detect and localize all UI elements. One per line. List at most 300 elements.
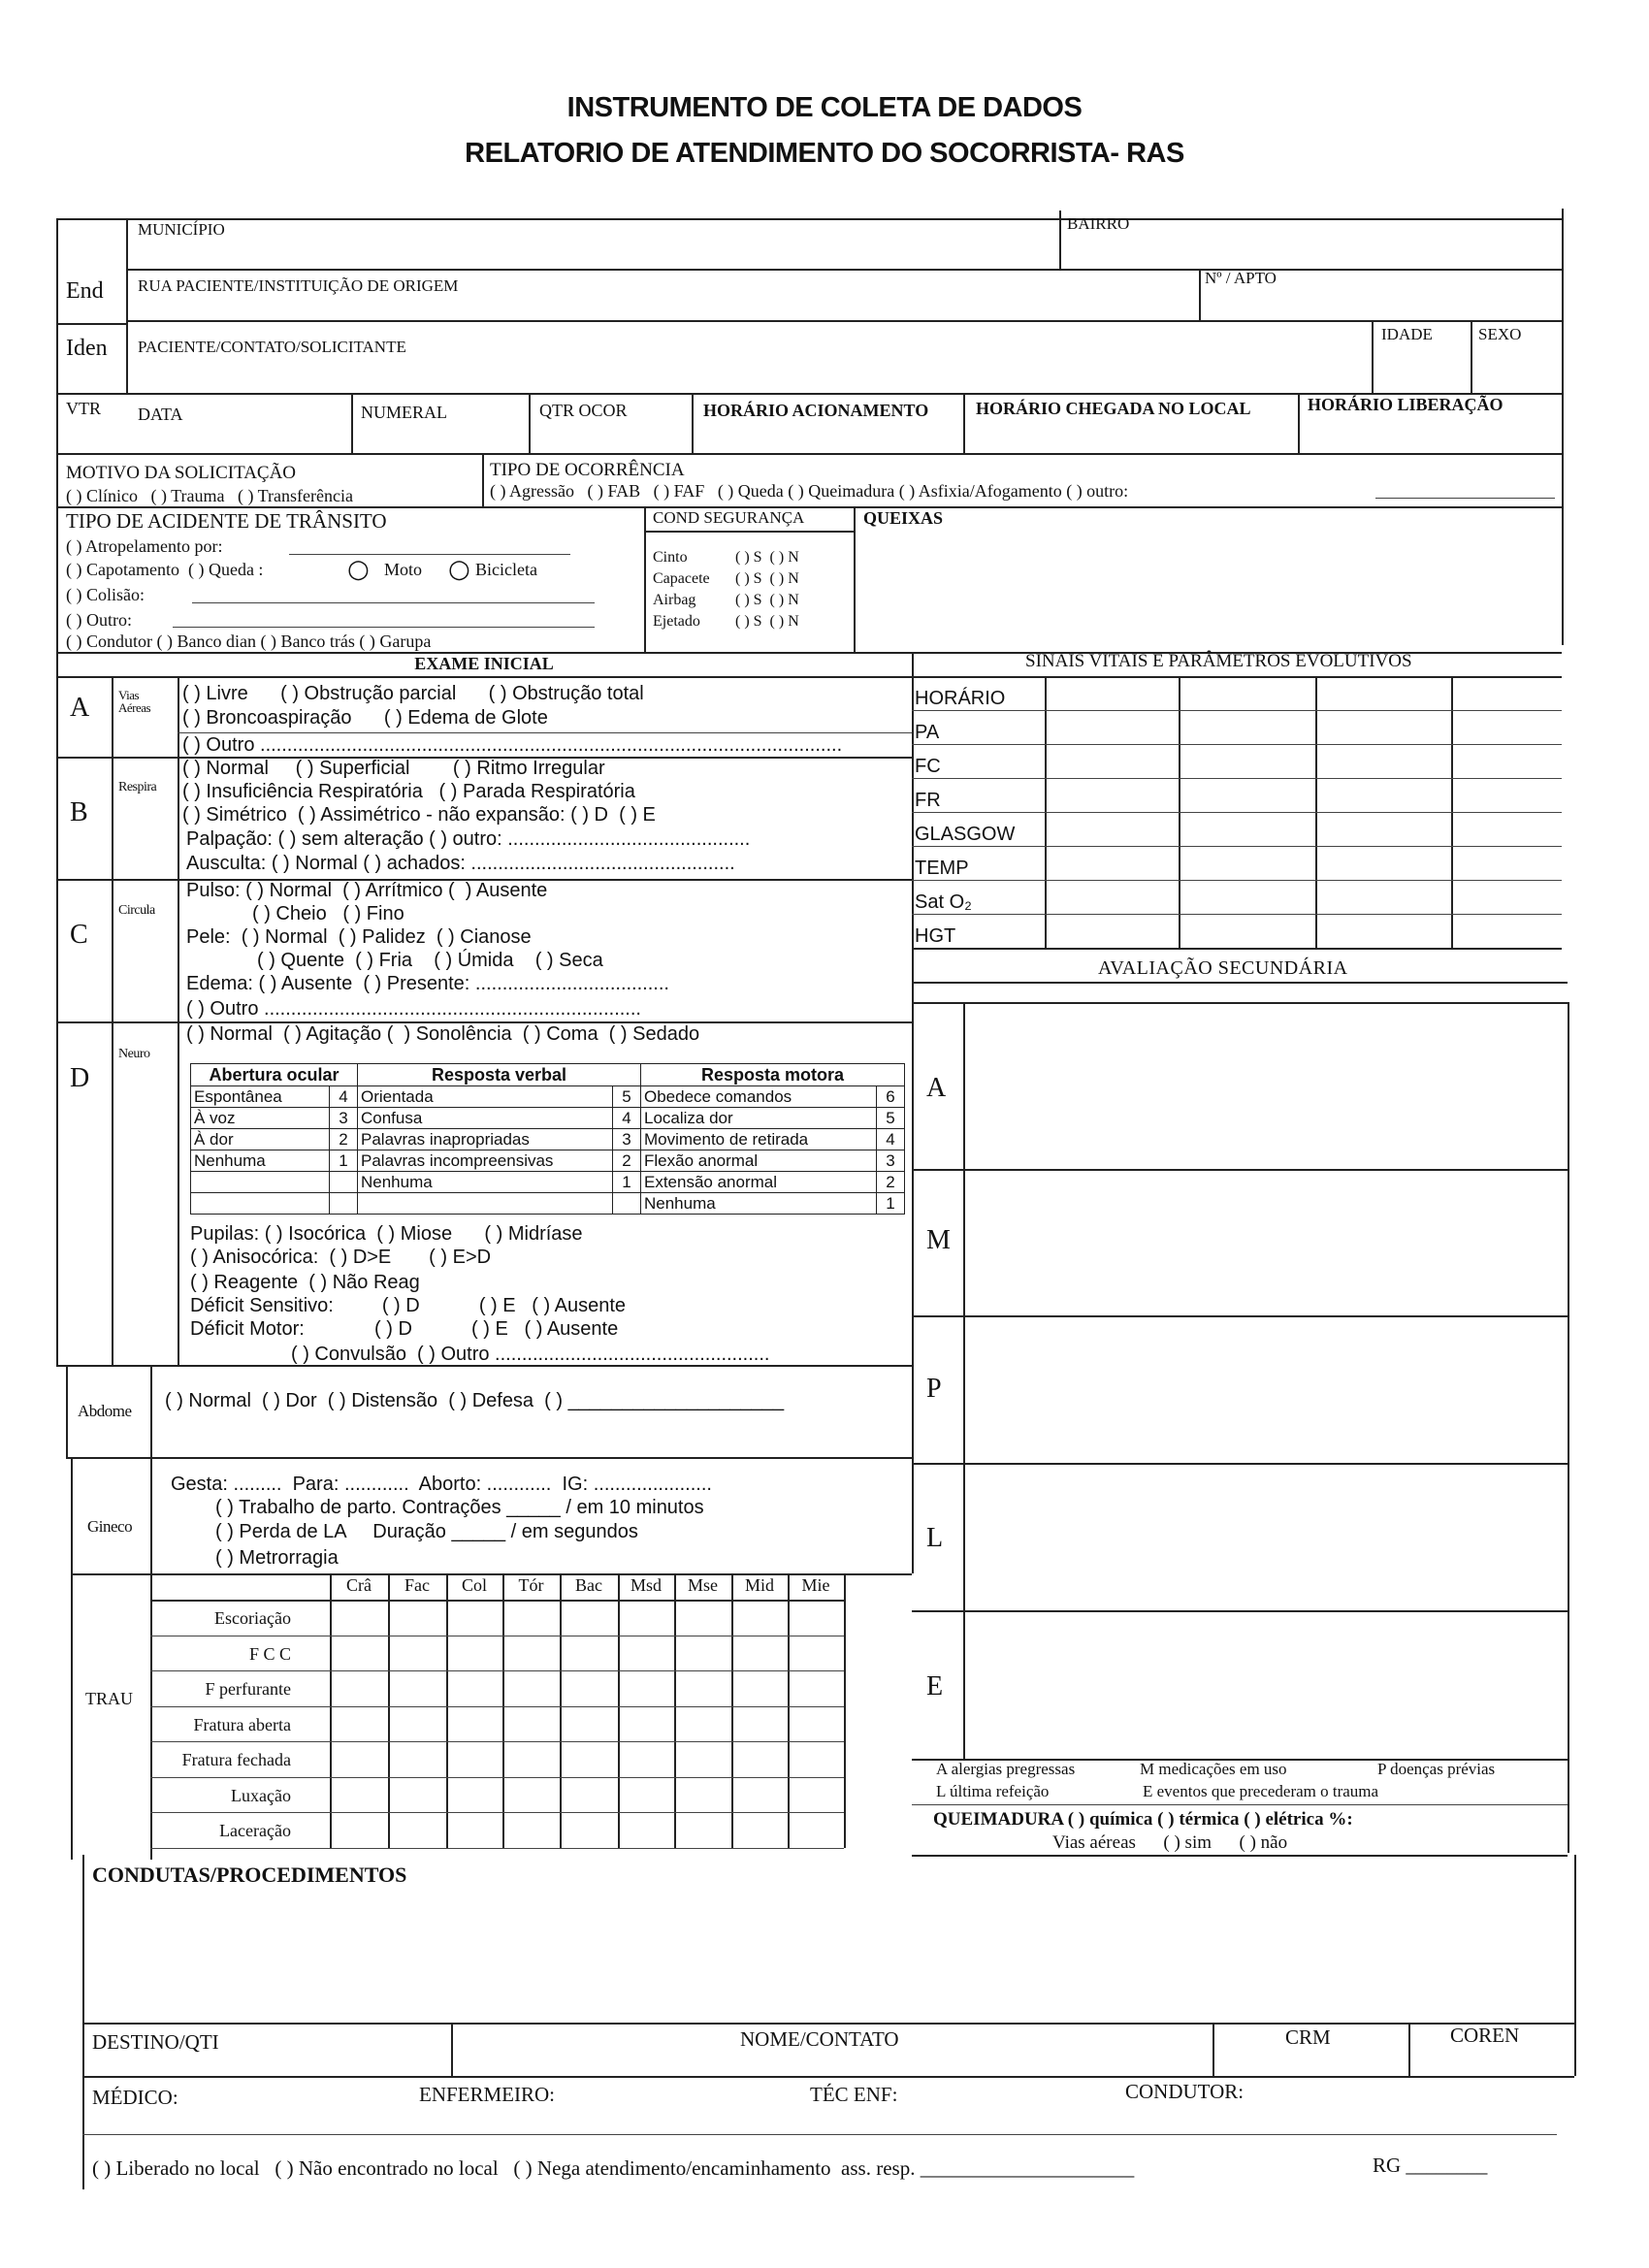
- trauma-cell[interactable]: [561, 1813, 617, 1847]
- trauma-cell[interactable]: [447, 1742, 501, 1776]
- rule: [71, 1457, 73, 1860]
- rule: [912, 1169, 1568, 1171]
- liberacao-label: HORÁRIO LIBERAÇÃO: [1308, 395, 1504, 414]
- trauma-cell[interactable]: [389, 1742, 445, 1776]
- motivo-label: MOTIVO DA SOLICITAÇÃO: [66, 463, 297, 483]
- pele-line1[interactable]: Pele: ( ) Normal ( ) Palidez ( ) Cianose: [186, 926, 532, 948]
- vital-row-label: GLASGOW: [915, 824, 1016, 845]
- vital-row-label: FC: [915, 756, 941, 777]
- gcs-score: 3: [330, 1108, 358, 1129]
- rule: [912, 812, 1562, 813]
- trauma-cell[interactable]: [503, 1601, 559, 1635]
- queimadura-line1[interactable]: QUEIMADURA ( ) química ( ) térmica ( ) elétrica %:: [933, 1809, 1353, 1830]
- section-d-sub: Neuro: [118, 1047, 150, 1061]
- motivo-options[interactable]: ( ) Clínico ( ) Trauma ( ) Transferência: [66, 486, 353, 505]
- cond-item-label: Cinto: [653, 549, 688, 566]
- rule: [56, 1365, 912, 1367]
- trauma-cell[interactable]: [447, 1636, 501, 1670]
- rule: [912, 948, 1562, 950]
- trauma-cell[interactable]: [447, 1778, 501, 1812]
- gcs-header-verbal: Resposta verbal: [358, 1064, 641, 1086]
- gcs-score: [330, 1193, 358, 1215]
- trauma-col-header: Tór: [518, 1575, 544, 1595]
- trauma-cell[interactable]: [732, 1601, 787, 1635]
- vital-row-label: TEMP: [915, 858, 969, 879]
- trauma-cell[interactable]: [675, 1636, 730, 1670]
- sinais-vitais-label: SINAIS VITAIS E PARÂMETROS EVOLUTIVOS: [1025, 651, 1412, 671]
- trauma-cell[interactable]: [331, 1778, 387, 1812]
- respira-line3[interactable]: ( ) Simétrico ( ) Assimétrico - não expansão: ( ) D ( ) E: [182, 804, 656, 826]
- rule: [112, 676, 113, 1365]
- section-b-letter: B: [70, 797, 88, 827]
- avaliacao-letter: P: [926, 1374, 942, 1404]
- bicicleta-radio-icon[interactable]: ○: [448, 555, 470, 584]
- gcs-label: Movimento de retirada: [641, 1129, 877, 1150]
- gcs-label: À voz: [191, 1108, 330, 1129]
- gineco-label: Gineco: [87, 1517, 133, 1536]
- trauma-cell[interactable]: [331, 1707, 387, 1741]
- trauma-cell[interactable]: [389, 1671, 445, 1705]
- coren-label: COREN: [1450, 2024, 1520, 2047]
- rule: [178, 676, 179, 1365]
- glasgow-table: [190, 1063, 905, 1215]
- gcs-label: Nenhuma: [191, 1150, 330, 1172]
- rule: [56, 218, 1562, 220]
- avaliacao-letter: M: [926, 1225, 951, 1255]
- trauma-cell[interactable]: [503, 1636, 559, 1670]
- acidente-label: TIPO DE ACIDENTE DE TRÂNSITO: [66, 509, 387, 533]
- trauma-cell[interactable]: [503, 1671, 559, 1705]
- trauma-row-label: Fratura fechada: [181, 1750, 291, 1769]
- gineco-line2[interactable]: ( ) Trabalho de parto. Contrações _____ / em 10 minutos: [215, 1497, 704, 1518]
- deficit-sensitivo-line[interactable]: Déficit Sensitivo: ( ) D ( ) E ( ) Ausente: [190, 1295, 627, 1316]
- outro-line: [1375, 498, 1555, 499]
- trauma-cell[interactable]: [331, 1636, 387, 1670]
- rule: [912, 982, 1568, 984]
- avaliacao-letter: A: [926, 1073, 947, 1103]
- moto-label: Moto: [384, 560, 423, 579]
- trauma-cell[interactable]: [732, 1813, 787, 1847]
- rule: [150, 1600, 152, 1848]
- pupilas-line3[interactable]: ( ) Reagente ( ) Não Reag: [190, 1272, 420, 1293]
- rule: [56, 218, 58, 718]
- rule: [56, 506, 1562, 508]
- destino-label: DESTINO/QTI: [92, 2030, 219, 2054]
- trauma-cell[interactable]: [619, 1601, 673, 1635]
- gcs-score: 2: [613, 1150, 641, 1172]
- trauma-cell[interactable]: [789, 1778, 843, 1812]
- moto-radio-icon[interactable]: ○: [347, 555, 370, 584]
- respira-line1[interactable]: ( ) Normal ( ) Superficial ( ) Ritmo Irregular: [182, 758, 605, 779]
- rule: [56, 652, 58, 1365]
- trauma-cell[interactable]: [561, 1778, 617, 1812]
- section-a-letter: A: [70, 693, 90, 723]
- trauma-cell[interactable]: [331, 1601, 387, 1635]
- rule: [912, 652, 914, 1573]
- rule: [912, 744, 1562, 745]
- queimadura-line2[interactable]: Vias aéreas ( ) sim ( ) não: [1052, 1832, 1288, 1853]
- section-c-sub: Circula: [118, 903, 155, 918]
- chegada-label: HORÁRIO CHEGADA NO LOCAL: [976, 399, 1251, 418]
- fill-line: [192, 602, 595, 603]
- legend-m: M medicações em uso: [1140, 1760, 1287, 1778]
- gcs-label: Extensão anormal: [641, 1172, 877, 1193]
- idade-label: IDADE: [1381, 325, 1433, 343]
- abdome-options[interactable]: ( ) Normal ( ) Dor ( ) Distensão ( ) Defesa ( ) ____________________: [165, 1390, 785, 1411]
- rule: [1372, 320, 1374, 393]
- trauma-col-header: Msd: [630, 1575, 662, 1595]
- gcs-row: [191, 1172, 905, 1193]
- gcs-score: 1: [877, 1193, 905, 1215]
- trauma-cell[interactable]: [619, 1707, 673, 1741]
- rule: [56, 453, 1562, 455]
- section-a-sub: Vias Aéreas: [118, 688, 151, 715]
- tipo-ocorrencia-label: TIPO DE OCORRÊNCIA: [490, 460, 685, 480]
- trauma-cell[interactable]: [389, 1778, 445, 1812]
- form-title: INSTRUMENTO DE COLETA DE DADOS: [566, 92, 1083, 123]
- fill-line: [289, 554, 570, 555]
- rule: [912, 880, 1562, 881]
- trauma-cell[interactable]: [789, 1742, 843, 1776]
- edema-line[interactable]: Edema: ( ) Ausente ( ) Presente: ....................................: [186, 973, 669, 994]
- trauma-col-header: Bac: [575, 1575, 602, 1595]
- bicicleta-label: Bicicleta: [475, 560, 537, 579]
- queixas-label: QUEIXAS: [863, 508, 944, 528]
- rule: [66, 1457, 912, 1459]
- capotamento-option[interactable]: ( ) Capotamento ( ) Queda :: [66, 560, 264, 579]
- cond-item-label: Ejetado: [653, 613, 700, 630]
- rule: [150, 1848, 844, 1849]
- gcs-score: 6: [877, 1086, 905, 1108]
- vital-row-label: FR: [915, 790, 941, 811]
- rule: [451, 2023, 453, 2076]
- rule: [912, 1463, 1568, 1465]
- vias-aereas-line1[interactable]: ( ) Livre ( ) Obstrução parcial ( ) Obstrução total: [182, 683, 644, 704]
- nome-contato-label: NOME/CONTATO: [740, 2027, 899, 2051]
- vital-row-label: PA: [915, 722, 940, 743]
- rule: [82, 2134, 1557, 2135]
- trauma-cell[interactable]: [732, 1707, 787, 1741]
- rule: [912, 846, 1562, 847]
- trauma-cell[interactable]: [561, 1601, 617, 1635]
- gcs-row: [191, 1193, 905, 1215]
- colisao-option[interactable]: ( ) Colisão:: [66, 585, 145, 604]
- palpacao-line[interactable]: Palpação: ( ) sem alteração ( ) outro: .............................................: [186, 828, 751, 850]
- condutas-label: CONDUTAS/PROCEDIMENTOS: [92, 1863, 407, 1887]
- rule: [692, 393, 694, 453]
- trauma-cell[interactable]: [619, 1671, 673, 1705]
- gineco-line4[interactable]: ( ) Metrorragia: [215, 1547, 339, 1569]
- gcs-score: 3: [613, 1129, 641, 1150]
- gcs-row: [191, 1129, 905, 1150]
- rule: [126, 269, 1562, 271]
- trauma-col-header: Mid: [744, 1575, 774, 1595]
- trauma-cell[interactable]: [331, 1742, 387, 1776]
- trauma-cell[interactable]: [503, 1742, 559, 1776]
- rule: [56, 323, 126, 325]
- paciente-label: PACIENTE/CONTATO/SOLICITANTE: [138, 338, 406, 356]
- trauma-cell[interactable]: [732, 1778, 787, 1812]
- municipio-label: MUNICÍPIO: [138, 220, 225, 239]
- rule: [178, 732, 912, 733]
- rule: [1408, 2023, 1410, 2076]
- gcs-label: [191, 1193, 330, 1215]
- cond-item-label: Airbag: [653, 592, 696, 608]
- trauma-cell[interactable]: [447, 1707, 501, 1741]
- gcs-label: Flexão anormal: [641, 1150, 877, 1172]
- rule: [1471, 320, 1472, 393]
- gcs-label: [358, 1193, 613, 1215]
- rule: [1568, 1002, 1569, 1853]
- gcs-score: [330, 1172, 358, 1193]
- gcs-label: Orientada: [358, 1086, 613, 1108]
- gcs-label: Confusa: [358, 1108, 613, 1129]
- rule: [912, 1855, 1568, 1857]
- trauma-cell[interactable]: [561, 1671, 617, 1705]
- rule: [529, 393, 531, 453]
- trauma-col-header: Mse: [688, 1575, 718, 1595]
- trauma-cell[interactable]: [789, 1636, 843, 1670]
- data-label: DATA: [138, 405, 183, 424]
- gcs-score: [613, 1193, 641, 1215]
- trauma-row-label: F perfurante: [205, 1679, 291, 1699]
- vias-aereas-line3[interactable]: ( ) Outro ............................................................................................................: [182, 734, 843, 756]
- avaliacao-letter: L: [926, 1523, 944, 1553]
- circula-outro-line[interactable]: ( ) Outro ......................................................................: [186, 998, 641, 1020]
- cond-item-sn[interactable]: ( ) S ( ) N: [735, 613, 799, 630]
- gineco-line1[interactable]: Gesta: ......... Para: ............ Aborto: ............ IG: ......................: [171, 1474, 712, 1495]
- legend-a: A alergias pregressas: [936, 1760, 1076, 1778]
- rule: [66, 1365, 68, 1457]
- rule: [1059, 211, 1061, 269]
- trauma-row-label: F C C: [248, 1643, 291, 1664]
- gcs-score: 1: [330, 1150, 358, 1172]
- gcs-label: [191, 1172, 330, 1193]
- numero-label: Nº / APTO: [1205, 269, 1277, 287]
- cond-item-label: Capacete: [653, 570, 710, 587]
- rule: [912, 676, 1562, 678]
- trauma-cell[interactable]: [561, 1636, 617, 1670]
- acionamento-label: HORÁRIO ACIONAMENTO: [703, 401, 929, 420]
- rule: [1562, 209, 1564, 645]
- tipo-ocorrencia-options[interactable]: ( ) Agressão ( ) FAB ( ) FAF ( ) Queda ( ) Queimadura ( ) Asfixia/Afogamento ( ) outro:: [490, 481, 1129, 501]
- end-row-label: End: [66, 278, 104, 304]
- rule: [912, 710, 1562, 711]
- trauma-cell[interactable]: [675, 1707, 730, 1741]
- gcs-score: 3: [877, 1150, 905, 1172]
- rule: [1574, 1855, 1576, 2076]
- vtr-label: VTR: [66, 399, 101, 418]
- trauma-col-header: Fac: [404, 1575, 430, 1595]
- trauma-cell[interactable]: [732, 1636, 787, 1670]
- rule: [71, 1573, 912, 1575]
- trauma-cell[interactable]: [389, 1707, 445, 1741]
- trauma-col-header: Crâ: [346, 1575, 372, 1595]
- trauma-cell[interactable]: [389, 1813, 445, 1847]
- trauma-cell[interactable]: [789, 1707, 843, 1741]
- exame-inicial-label: EXAME INICIAL: [414, 654, 554, 673]
- gcs-score: 4: [330, 1086, 358, 1108]
- outro-acidente-option[interactable]: ( ) Outro:: [66, 610, 132, 630]
- trauma-cell[interactable]: [619, 1813, 673, 1847]
- gineco-line3[interactable]: ( ) Perda de LA Duração _____ / em segundos: [215, 1521, 638, 1542]
- trauma-cell[interactable]: [447, 1813, 501, 1847]
- rule: [912, 1002, 1568, 1004]
- pele-line2[interactable]: ( ) Quente ( ) Fria ( ) Úmida ( ) Seca: [257, 950, 603, 971]
- gcs-label: Nenhuma: [358, 1172, 613, 1193]
- trauma-cell[interactable]: [732, 1742, 787, 1776]
- section-d-letter: D: [70, 1063, 90, 1093]
- rule: [1298, 393, 1300, 453]
- avaliacao-secundaria-label: AVALIAÇÃO SECUNDÁRIA: [1098, 957, 1348, 979]
- trauma-cell[interactable]: [389, 1601, 445, 1635]
- form-subtitle: RELATORIO DE ATENDIMENTO DO SOCORRISTA- RAS: [465, 138, 1184, 169]
- numeral-label: NUMERAL: [361, 403, 447, 422]
- rule: [82, 2076, 1574, 2078]
- vias-aereas-line2[interactable]: ( ) Broncoaspiração ( ) Edema de Glote: [182, 707, 548, 729]
- gcs-score: 4: [877, 1129, 905, 1150]
- gcs-label: Espontânea: [191, 1086, 330, 1108]
- section-c-letter: C: [70, 920, 88, 950]
- trauma-cell[interactable]: [331, 1813, 387, 1847]
- gcs-row: [191, 1108, 905, 1129]
- rua-label: RUA PACIENTE/INSTITUIÇÃO DE ORIGEM: [138, 276, 459, 295]
- trauma-cell[interactable]: [331, 1671, 387, 1705]
- trauma-cell[interactable]: [619, 1778, 673, 1812]
- rule: [482, 453, 484, 506]
- rule: [644, 506, 646, 652]
- cond-item-sn[interactable]: ( ) S ( ) N: [735, 570, 799, 587]
- rule: [963, 1002, 965, 1759]
- rule: [644, 531, 854, 533]
- iden-row-label: Iden: [66, 336, 108, 361]
- rule: [912, 1804, 1568, 1805]
- trauma-cell[interactable]: [789, 1601, 843, 1635]
- rule: [912, 914, 1562, 915]
- trauma-row-label: Escoriação: [214, 1608, 291, 1628]
- rule: [912, 1315, 1568, 1317]
- gcs-label: Obedece comandos: [641, 1086, 877, 1108]
- trauma-col-header: Col: [461, 1575, 487, 1595]
- trauma-cell[interactable]: [503, 1813, 559, 1847]
- rule: [126, 320, 1562, 322]
- neuro-line1[interactable]: ( ) Normal ( ) Agitação ( ) Sonolência ( ) Coma ( ) Sedado: [186, 1023, 700, 1045]
- trauma-cell[interactable]: [675, 1742, 730, 1776]
- gcs-row: [191, 1150, 905, 1172]
- bairro-label: BAIRRO: [1067, 214, 1130, 233]
- pulso-line2[interactable]: ( ) Cheio ( ) Fino: [252, 903, 404, 924]
- trauma-cell[interactable]: [447, 1671, 501, 1705]
- gcs-header-ocular: Abertura ocular: [191, 1064, 358, 1086]
- section-b-sub: Respira: [118, 780, 157, 794]
- vital-row-label: Sat O₂: [915, 891, 972, 913]
- trauma-cell[interactable]: [447, 1601, 501, 1635]
- trauma-col-header: Mie: [801, 1575, 830, 1595]
- pulso-line1[interactable]: Pulso: ( ) Normal ( ) Arrítmico ( ) Ausente: [186, 880, 548, 901]
- gcs-header-motora: Resposta motora: [641, 1064, 905, 1086]
- trauma-cell[interactable]: [561, 1707, 617, 1741]
- gcs-score: 5: [613, 1086, 641, 1108]
- rule: [854, 506, 856, 652]
- gcs-score: 1: [613, 1172, 641, 1193]
- pupilas-line1[interactable]: Pupilas: ( ) Isocórica ( ) Miose ( ) Midríase: [190, 1223, 583, 1245]
- atropelamento-option[interactable]: ( ) Atropelamento por:: [66, 536, 223, 556]
- posicao-options[interactable]: ( ) Condutor ( ) Banco dian ( ) Banco trás ( ) Garupa: [66, 632, 432, 651]
- rule: [912, 778, 1562, 779]
- trauma-cell[interactable]: [732, 1671, 787, 1705]
- abdome-label: Abdome: [78, 1402, 132, 1420]
- trauma-cell[interactable]: [675, 1671, 730, 1705]
- desfecho-options[interactable]: ( ) Liberado no local ( ) Não encontrado no local ( ) Nega atendimento/encaminhamento ass. resp. _____________________: [92, 2156, 1135, 2180]
- enfermeiro-label: ENFERMEIRO:: [419, 2083, 556, 2106]
- crm-label: CRM: [1285, 2025, 1331, 2049]
- rule: [844, 1573, 846, 1848]
- medico-label: MÉDICO:: [92, 2086, 178, 2109]
- trauma-row-label: Luxação: [231, 1785, 291, 1805]
- rule: [82, 2023, 1574, 2025]
- trauma-cell[interactable]: [503, 1707, 559, 1741]
- gcs-score: 4: [613, 1108, 641, 1129]
- legend-p: P doenças prévias: [1377, 1760, 1496, 1778]
- legend-l: L última refeição: [936, 1782, 1050, 1800]
- convulsao-line[interactable]: ( ) Convulsão ( ) Outro ...................................................: [291, 1344, 770, 1365]
- gcs-label: À dor: [191, 1129, 330, 1150]
- rule: [963, 393, 965, 453]
- trauma-cell[interactable]: [675, 1778, 730, 1812]
- qtr-label: QTR OCOR: [539, 401, 628, 420]
- gcs-label: Palavras incompreensivas: [358, 1150, 613, 1172]
- cond-item-sn[interactable]: ( ) S ( ) N: [735, 592, 799, 608]
- ausculta-line[interactable]: Ausculta: ( ) Normal ( ) achados: .................................................: [186, 853, 735, 874]
- respira-line2[interactable]: ( ) Insuficiência Respiratória ( ) Parada Respiratória: [182, 781, 635, 802]
- trauma-row-label: Fratura aberta: [193, 1714, 291, 1734]
- tec-enf-label: TÉC ENF:: [810, 2083, 898, 2106]
- legend-e: E eventos que precederam o trauma: [1143, 1782, 1379, 1800]
- deficit-motor-line[interactable]: Déficit Motor: ( ) D ( ) E ( ) Ausente: [190, 1318, 619, 1340]
- rule: [126, 218, 128, 393]
- gcs-label: Nenhuma: [641, 1193, 877, 1215]
- gcs-label: Palavras inapropriadas: [358, 1129, 613, 1150]
- trauma-cell[interactable]: [503, 1778, 559, 1812]
- trauma-cell[interactable]: [389, 1636, 445, 1670]
- rule: [351, 393, 353, 453]
- rule: [56, 676, 912, 678]
- gcs-score: 5: [877, 1108, 905, 1129]
- cond-item-sn[interactable]: ( ) S ( ) N: [735, 549, 799, 566]
- trauma-cell[interactable]: [619, 1742, 673, 1776]
- rule: [1199, 269, 1201, 320]
- condutor-label: CONDUTOR:: [1125, 2080, 1245, 2103]
- rg-field[interactable]: RG ________: [1373, 2154, 1488, 2177]
- trauma-cell[interactable]: [561, 1742, 617, 1776]
- trauma-cell[interactable]: [675, 1813, 730, 1847]
- trauma-cell[interactable]: [789, 1813, 843, 1847]
- gcs-label: Localiza dor: [641, 1108, 877, 1129]
- pupilas-line2[interactable]: ( ) Anisocórica: ( ) D>E ( ) E>D: [190, 1247, 492, 1268]
- trauma-cell[interactable]: [789, 1671, 843, 1705]
- trauma-cell[interactable]: [675, 1601, 730, 1635]
- trauma-label: TRAU: [85, 1689, 133, 1708]
- sexo-label: SEXO: [1478, 325, 1522, 343]
- gcs-score: 2: [330, 1129, 358, 1150]
- gcs-score: 2: [877, 1172, 905, 1193]
- fill-line: [173, 627, 595, 628]
- trauma-row-label: Laceração: [219, 1821, 291, 1840]
- vital-row-label: HGT: [915, 925, 956, 947]
- trauma-cell[interactable]: [619, 1636, 673, 1670]
- gcs-row: [191, 1086, 905, 1108]
- avaliacao-letter: E: [926, 1671, 944, 1701]
